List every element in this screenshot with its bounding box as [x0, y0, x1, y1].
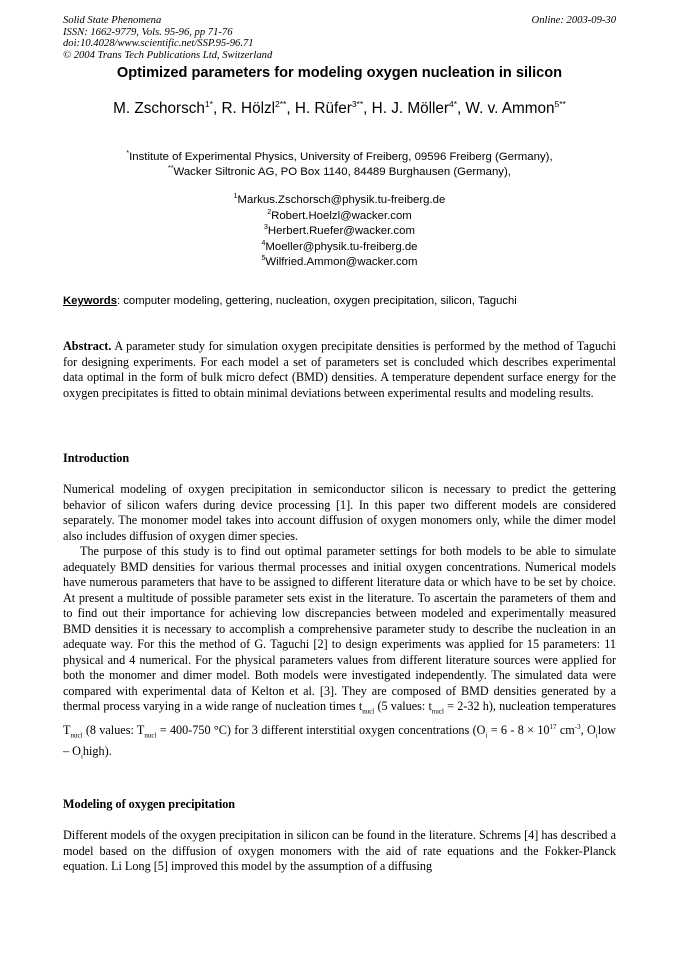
- doi-line: doi:10.4028/www.scientific.net/SSP.95-96.71: [63, 38, 254, 49]
- author: H. Rüfer$^{3**}$,: [294, 98, 372, 117]
- author: M. Zschorsch$^{1*}$,: [113, 98, 222, 117]
- author: R. Hölzl$^{2**}$,: [221, 98, 295, 117]
- paragraph: Numerical modeling of oxygen precipitation in semiconductor silicon is necessary to predict the gettering behavior of silicon wafers during device processing [1]. In this paper two different models are considered separately. The monomer model takes into account diffusion of oxygen monomers only, while the dimer model also includes diffusion of oxygen dimer species.: [63, 482, 616, 543]
- paper-title: Optimized parameters for modeling oxygen nucleation in silicon: [116, 65, 563, 81]
- author-list: [63, 99, 616, 119]
- online-date: Online: 2003-09-30: [531, 15, 616, 26]
- affiliation: *Institute of Experimental Physics, University of Freiberg, 09596 Freiberg (Germany),: [126, 150, 553, 163]
- keywords-label: Keywords: [63, 295, 117, 307]
- email-link[interactable]: $^3$Herbert.Ruefer@wacker.com: [264, 224, 415, 237]
- keywords: [63, 294, 616, 308]
- introduction-body: [63, 482, 616, 765]
- email-list: [63, 193, 616, 271]
- journal-header: [63, 15, 616, 61]
- journal-name: Solid State Phenomena: [63, 15, 162, 26]
- issn-line: ISSN: 1662-9779, Vols. 95-96, pp 71-76: [63, 26, 233, 38]
- paragraph: Different models of the oxygen precipitation in silicon can be found in the literature. Schrems [4] has described a model based on the diffusion of oxygen monomers with the aid of rate equations and the Fokker-Planck equation. Li Long [5] improved this model by the assumption of a diffusing: [63, 828, 616, 873]
- abstract-label: Abstract.: [63, 339, 112, 353]
- author: W. v. Ammon$^{5**}$: [465, 98, 566, 117]
- abstract: [63, 339, 616, 401]
- abstract-text: A parameter study for simulation oxygen precipitate densities is performed by the method of Taguchi for designing experiments. For each model a set of parameters set is concluded which describes experimental data optimal in the form of bulk micro defect (BMD) densities. A temperature dependent surface energy for the oxygen precipitates is fitted to obtain minimal deviations between experimental results and modeling results.: [63, 339, 616, 400]
- section-heading-modeling: Modeling of oxygen precipitation: [63, 797, 236, 811]
- email-link[interactable]: $^2$Robert.Hoelzl@wacker.com: [267, 208, 412, 222]
- email-link[interactable]: $^5$Wilfried.Ammon@wacker.com: [261, 255, 418, 268]
- paragraph: The purpose of this study is to find out optimal parameter settings for both models to be able to simulate adequately BMD densities for various thermal processes and initial oxygen concentrations. Numerical models have numerous parameters that have to be assigned to different literature data or which have to be set by choice. At present a multitude of possible parameter sets exist in the literature. To ascertain the parameters of them and to find out their importance for achieving low discrepancies between modeled and experimentally measured BMD densities it is necessary to accomplish a comprehensive parameter study to describe the nucleation in an adequate way. For this the method of G. Taguchi [2] to design experiments was applied for 15 parameters: 11 physical and 4 numerical. For the physical parameters values from different literature sources were applied for both the monomer and dimer model. Both models were investigated independently. The simulated data were compared with experimental data of Kelton et al. [3]. They are composed of BMD densities generated by a thermal process varying in a wide range of nucleation times $t_{nucl}$ (5 values: $t_{nucl} = 2-32$ h), nucleation temperatures $T_{nucl}$ (8 values: $T_{nucl} = 400-750$ °C) for 3 different interstitial oxygen concentrations ($O_i = 6 - 8 \times 10^{17}$ $cm^{-3}$, $O_ilow$ – $O_ihigh$).: [63, 544, 616, 761]
- email-link[interactable]: $^4$Moeller@physik.tu-freiberg.de: [261, 239, 418, 253]
- email-link[interactable]: $^1$Markus.Zschorsch@physik.tu-freiberg.de: [233, 193, 446, 206]
- affiliations: [63, 150, 616, 180]
- keywords-text: : computer modeling, gettering, nucleation, oxygen precipitation, silicon, Taguchi: [117, 295, 517, 307]
- modeling-body: [63, 828, 616, 875]
- copyright-line: © 2004 Trans Tech Publications Ltd, Switzerland: [63, 49, 273, 61]
- affiliation: **Wacker Siltronic AG, PO Box 1140, 84489 Burghausen (Germany),: [168, 165, 511, 178]
- author: H. J. Möller$^{4*}$,: [371, 98, 466, 117]
- section-heading-introduction: Introduction: [63, 451, 130, 465]
